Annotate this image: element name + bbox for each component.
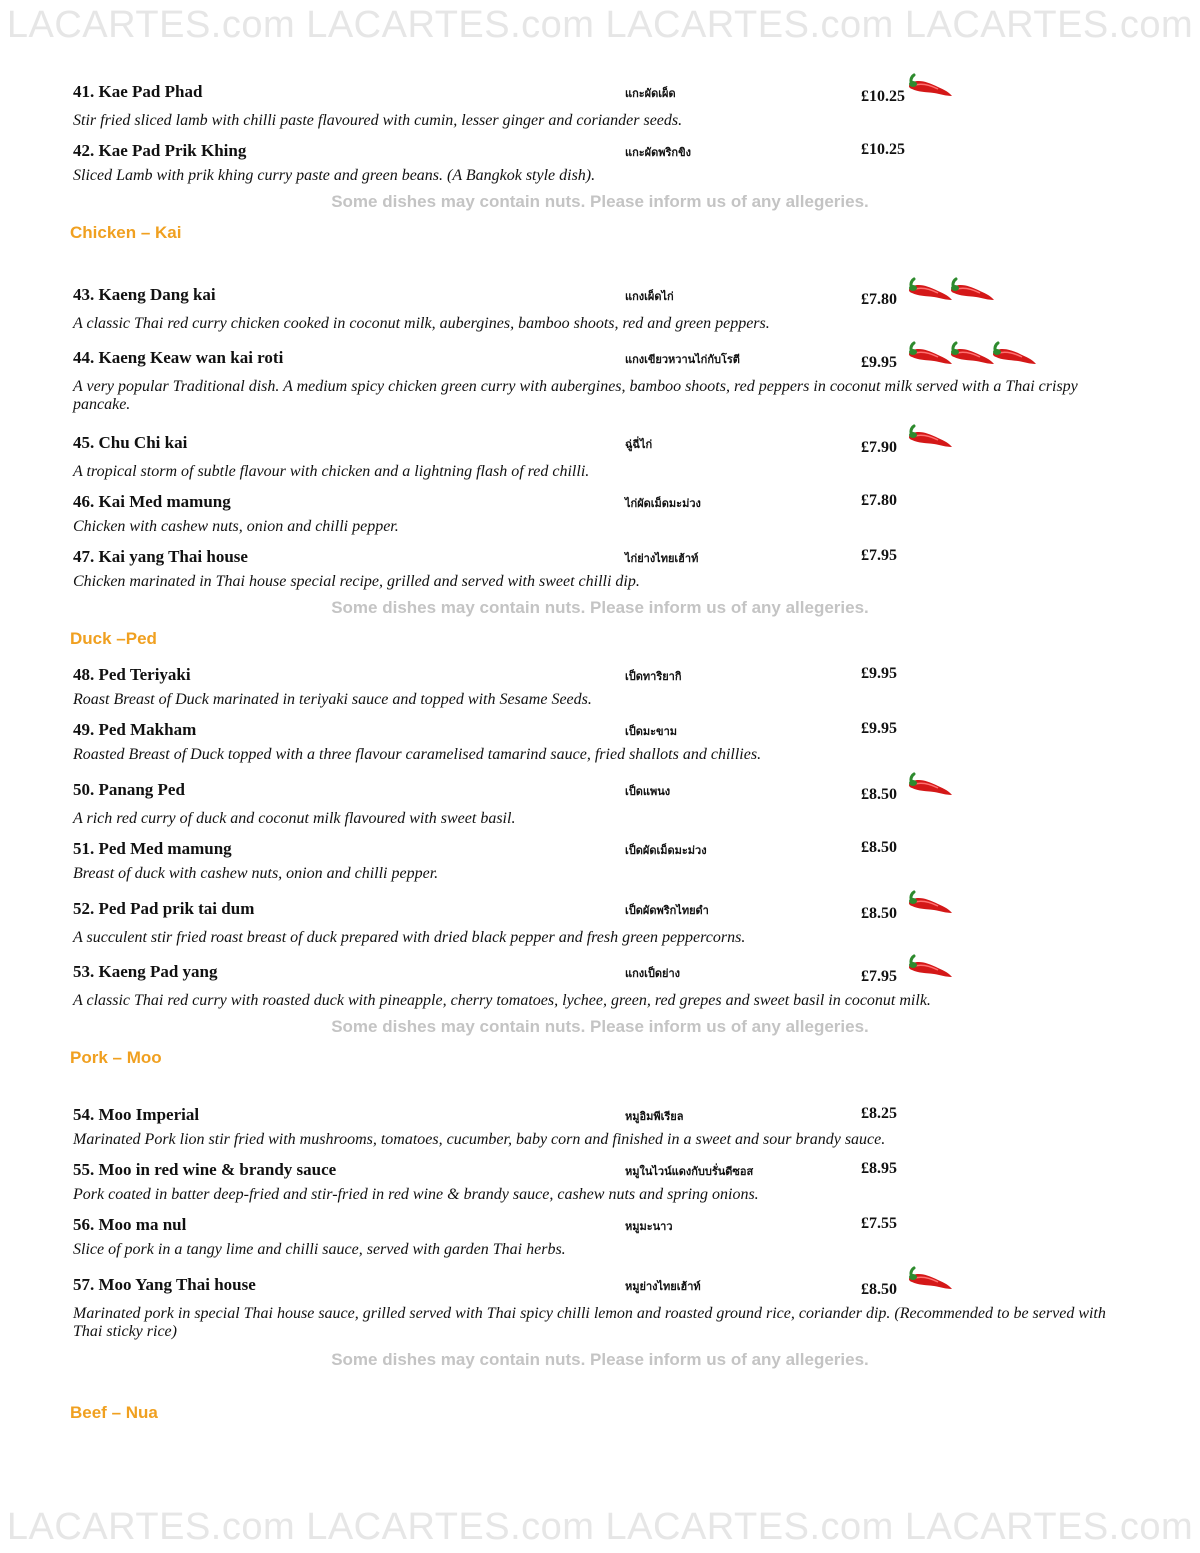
item-price-54: £8.25 xyxy=(861,1105,897,1122)
allergy-note: Some dishes may contain nuts. Please inform us of any allegeries. xyxy=(331,192,869,211)
item-price-43: £7.80 xyxy=(861,291,897,308)
item-price-55: £8.95 xyxy=(861,1160,897,1177)
item-description-56: Slice of pork in a tangy lime and chilli sauce, served with garden Thai herbs. xyxy=(73,1241,566,1258)
item-name-51: 51. Ped Med mamung xyxy=(73,839,232,858)
spice-level-43 xyxy=(906,276,990,304)
section-heading-beef: Beef – Nua xyxy=(70,1403,158,1422)
item-name-53: 53. Kaeng Pad yang xyxy=(73,962,218,981)
item-description-46: Chicken with cashew nuts, onion and chilli pepper. xyxy=(73,518,399,535)
item-thai-name-47: ไก่ย่างไทยเฮ้าท์ xyxy=(625,553,699,565)
item-thai-name-56: หมูมะนาว xyxy=(625,1221,673,1233)
chilli-pepper-icon xyxy=(906,423,954,451)
watermark-bottom: LACARTES.com LACARTES.com LACARTES.com LACARTES.com xyxy=(6,1506,1194,1548)
item-thai-name-45: ฉู่ฉี่ไก่ xyxy=(625,439,653,451)
item-thai-name-43: แกงเผ็ดไก่ xyxy=(625,291,674,303)
item-thai-name-57: หมูย่างไทยเฮ้าท์ xyxy=(625,1281,701,1293)
item-thai-name-52: เป็ดผัดพริกไทยดำ xyxy=(625,905,709,917)
item-price-53: £7.95 xyxy=(861,968,897,985)
chilli-pepper-icon xyxy=(906,276,954,304)
item-price-47: £7.95 xyxy=(861,547,897,564)
item-name-55: 55. Moo in red wine & brandy sauce xyxy=(73,1160,337,1179)
chilli-pepper-icon xyxy=(948,340,996,368)
allergy-note: Some dishes may contain nuts. Please inform us of any allegeries. xyxy=(331,598,869,617)
section-heading-duck: Duck –Ped xyxy=(70,629,157,648)
item-description-54: Marinated Pork lion stir fried with mushrooms, tomatoes, cucumber, baby corn and finished in a sweet and sour brandy sauce. xyxy=(73,1131,886,1148)
item-price-52: £8.50 xyxy=(861,905,897,922)
item-thai-name-50: เป็ดแพนง xyxy=(625,786,671,798)
item-description-51: Breast of duck with cashew nuts, onion and chilli pepper. xyxy=(73,865,439,882)
chilli-pepper-icon xyxy=(906,771,954,799)
item-description-50: A rich red curry of duck and coconut milk flavoured with sweet basil. xyxy=(73,810,516,827)
spice-level-45 xyxy=(906,423,948,451)
item-price-57: £8.50 xyxy=(861,1281,897,1298)
item-name-45: 45. Chu Chi kai xyxy=(73,433,188,452)
item-description-49: Roasted Breast of Duck topped with a three flavour caramelised tamarind sauce, fried shallots and chillies. xyxy=(73,746,762,763)
item-name-57: 57. Moo Yang Thai house xyxy=(73,1275,256,1294)
spice-level-57 xyxy=(906,1265,948,1293)
item-description-43: A classic Thai red curry chicken cooked in coconut milk, aubergines, bamboo shoots, red and green peppers. xyxy=(73,315,770,332)
item-price-42: £10.25 xyxy=(861,141,905,158)
item-description-57: Marinated pork in special Thai house sauce, grilled served with Thai spicy chilli lemon and roasted ground rice, coriander dip. (Recommended to be served with Thai sticky rice) xyxy=(73,1305,1106,1340)
item-thai-name-46: ไก่ผัดเม็ดมะม่วง xyxy=(625,498,701,510)
item-name-48: 48. Ped Teriyaki xyxy=(73,665,191,684)
spice-level-53 xyxy=(906,953,948,981)
item-thai-name-55: หมูในไวน์แดงกับบรั่นดีซอส xyxy=(625,1166,754,1178)
chilli-pepper-icon xyxy=(906,953,954,981)
item-description-41: Stir fried sliced lamb with chilli paste flavoured with cumin, lesser ginger and coriander seeds. xyxy=(73,112,683,129)
chilli-pepper-icon xyxy=(906,72,954,100)
item-name-52: 52. Ped Pad prik tai dum xyxy=(73,899,255,918)
chilli-pepper-icon xyxy=(906,889,954,917)
item-name-50: 50. Panang Ped xyxy=(73,780,185,799)
item-price-50: £8.50 xyxy=(861,786,897,803)
allergy-note: Some dishes may contain nuts. Please inform us of any allegeries. xyxy=(331,1350,869,1369)
item-thai-name-54: หมูอิมพีเรียล xyxy=(625,1111,684,1123)
spice-level-41 xyxy=(906,72,948,100)
chilli-pepper-icon xyxy=(948,276,996,304)
chilli-pepper-icon xyxy=(990,340,1038,368)
item-name-41: 41. Kae Pad Phad xyxy=(73,82,203,101)
spice-level-44 xyxy=(906,340,1032,368)
item-description-53: A classic Thai red curry with roasted duck with pineapple, cherry tomatoes, lychee, green, red grepes and sweet basil in coconut milk. xyxy=(73,992,931,1009)
spice-level-50 xyxy=(906,771,948,799)
item-description-44: A very popular Traditional dish. A medium spicy chicken green curry with aubergines, bamboo shoots, red peppers in coconut milk served with a Thai crispy pancake. xyxy=(73,378,1078,413)
spice-level-52 xyxy=(906,889,948,917)
item-name-42: 42. Kae Pad Prik Khing xyxy=(73,141,247,160)
item-thai-name-53: แกงเป็ดย่าง xyxy=(625,968,680,980)
item-description-45: A tropical storm of subtle flavour with chicken and a lightning flash of red chilli. xyxy=(73,463,590,480)
item-description-52: A succulent stir fried roast breast of duck prepared with dried black pepper and fresh green peppercorns. xyxy=(73,929,746,946)
item-price-45: £7.90 xyxy=(861,439,897,456)
item-description-48: Roast Breast of Duck marinated in teriyaki sauce and topped with Sesame Seeds. xyxy=(73,691,592,708)
item-description-42: Sliced Lamb with prik khing curry paste and green beans. (A Bangkok style dish). xyxy=(73,167,596,184)
item-thai-name-44: แกงเขียวหวานไก่กับโรตี xyxy=(625,354,740,366)
allergy-note: Some dishes may contain nuts. Please inform us of any allegeries. xyxy=(331,1017,869,1036)
item-name-54: 54. Moo Imperial xyxy=(73,1105,200,1124)
section-heading-chicken: Chicken – Kai xyxy=(70,223,182,242)
item-price-56: £7.55 xyxy=(861,1215,897,1232)
item-name-47: 47. Kai yang Thai house xyxy=(73,547,248,566)
item-price-46: £7.80 xyxy=(861,492,897,509)
item-thai-name-41: แกะผัดเผ็ด xyxy=(625,88,676,100)
chilli-pepper-icon xyxy=(906,1265,954,1293)
item-price-41: £10.25 xyxy=(861,88,905,105)
item-thai-name-48: เป็ดทาริยากิ xyxy=(625,671,682,683)
watermark-top: LACARTES.com LACARTES.com LACARTES.com LACARTES.com xyxy=(6,4,1194,46)
item-thai-name-51: เป็ดผัดเม็ดมะม่วง xyxy=(625,845,707,857)
item-name-46: 46. Kai Med mamung xyxy=(73,492,231,511)
chilli-pepper-icon xyxy=(906,340,954,368)
section-heading-pork: Pork – Moo xyxy=(70,1048,162,1067)
item-name-43: 43. Kaeng Dang kai xyxy=(73,285,216,304)
item-description-47: Chicken marinated in Thai house special recipe, grilled and served with sweet chilli dip. xyxy=(73,573,640,590)
item-description-55: Pork coated in batter deep-fried and stir-fried in red wine & brandy sauce, cashew nuts and spring onions. xyxy=(73,1186,759,1203)
item-thai-name-42: แกะผัดพริกขิง xyxy=(625,147,691,159)
item-price-51: £8.50 xyxy=(861,839,897,856)
item-price-44: £9.95 xyxy=(861,354,897,371)
item-name-56: 56. Moo ma nul xyxy=(73,1215,187,1234)
item-price-48: £9.95 xyxy=(861,665,897,682)
item-name-44: 44. Kaeng Keaw wan kai roti xyxy=(73,348,284,367)
item-name-49: 49. Ped Makham xyxy=(73,720,197,739)
item-thai-name-49: เป็ดมะขาม xyxy=(625,726,677,738)
item-price-49: £9.95 xyxy=(861,720,897,737)
